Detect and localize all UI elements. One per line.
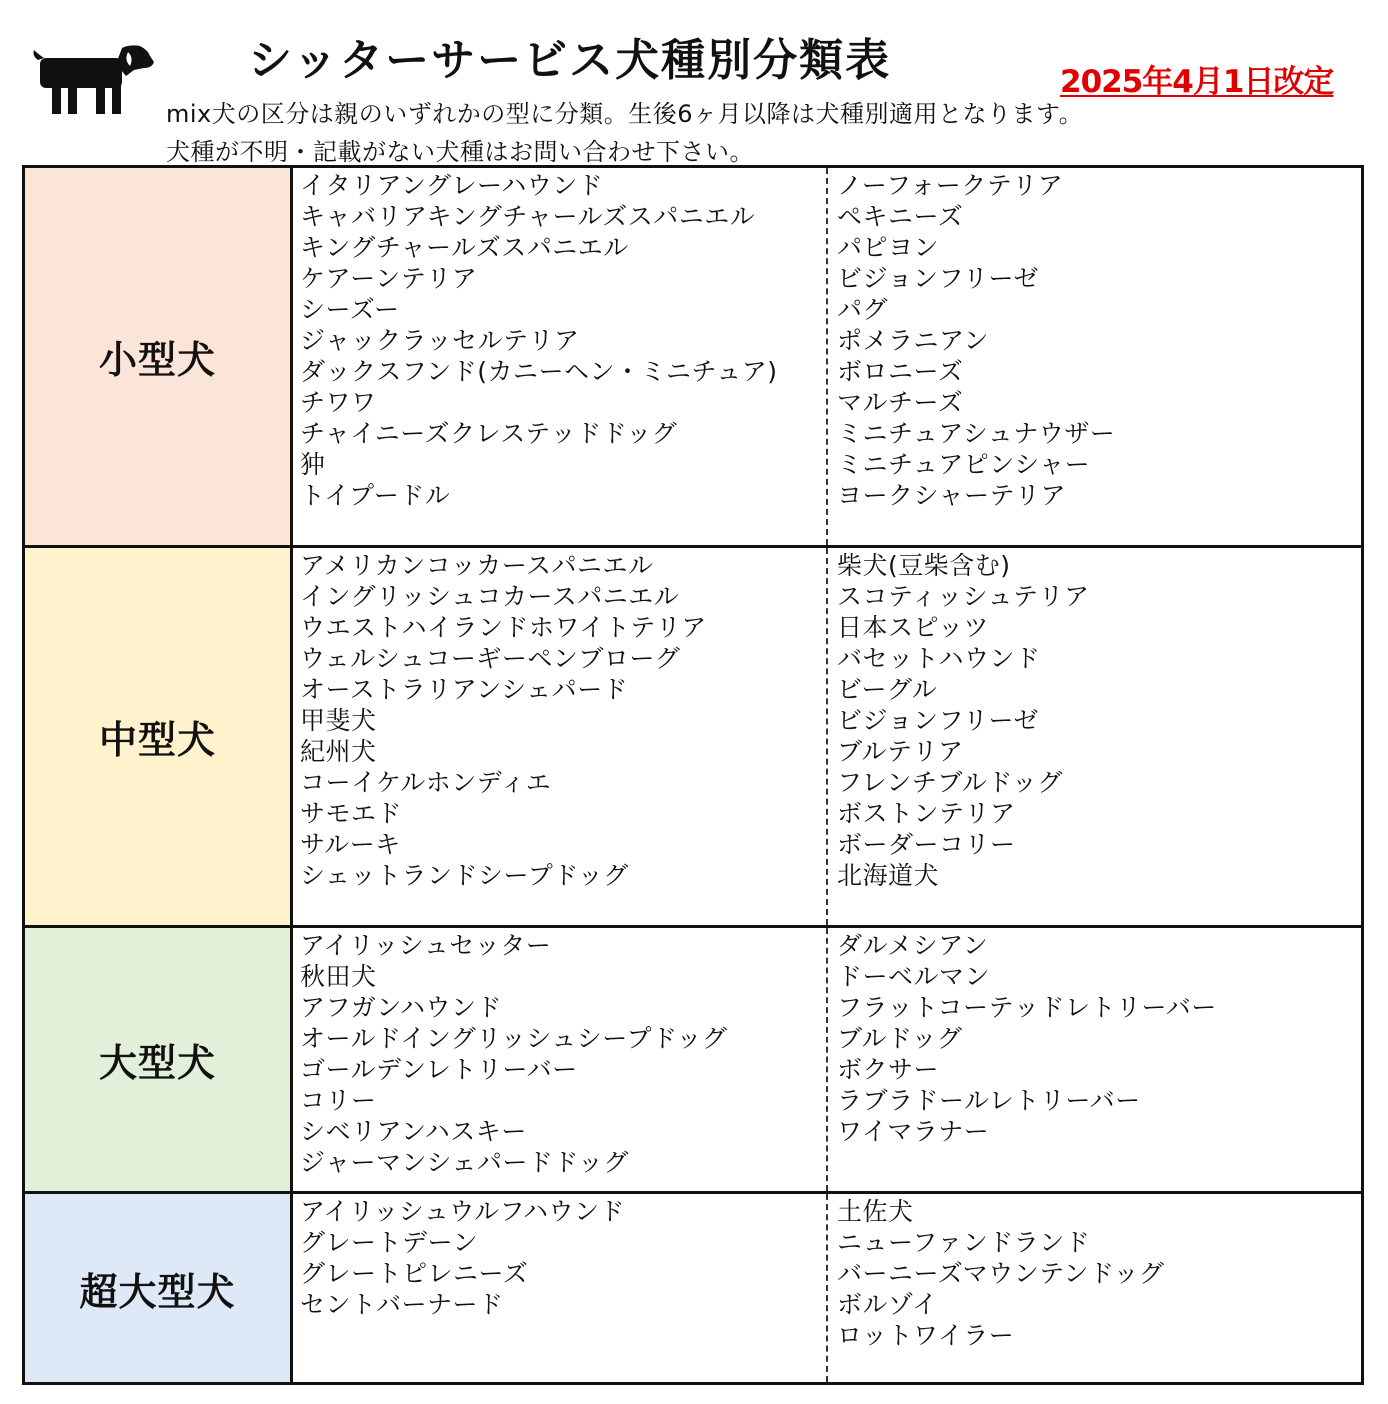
breed-list-right — [828, 928, 1361, 1191]
breed-item: コーイケルホンディエ — [300, 768, 552, 797]
breed-item: ロットワイラー — [837, 1321, 1015, 1350]
breed-item: サモエド — [300, 799, 403, 828]
breed-item: スコティッシュテリア — [837, 582, 1090, 611]
breed-item: ダックスフンド(カニーヘン・ミニチュア) — [300, 357, 778, 386]
breed-list-left — [293, 548, 828, 925]
breed-item: ジャーマンシェパードドッグ — [300, 1148, 629, 1177]
breed-item: 狆 — [300, 450, 326, 479]
breed-item: 土佐犬 — [837, 1197, 914, 1226]
dog-silhouette-icon — [30, 44, 158, 120]
breed-item: ボルゾイ — [837, 1290, 938, 1319]
breed-item: シーズー — [300, 295, 400, 324]
breed-item: フラットコーテッドレトリーバー — [837, 993, 1217, 1022]
breed-item: セントバーナード — [300, 1290, 504, 1319]
breed-item: イングリッシュコカースパニエル — [300, 582, 680, 611]
large-dog-row — [25, 928, 1361, 1194]
breed-item: ヨークシャーテリア — [837, 481, 1067, 510]
breed-item: ゴールデンレトリーバー — [300, 1055, 578, 1084]
breed-list-right — [828, 168, 1361, 545]
breed-item: ドーベルマン — [837, 962, 991, 991]
revision-date: 2025年4月1日改定 — [1060, 64, 1334, 100]
breed-classification-table — [22, 165, 1364, 1385]
breed-list-right — [828, 1194, 1361, 1382]
breed-item: ペキニーズ — [837, 202, 964, 231]
breed-item: パグ — [837, 295, 889, 324]
breed-item: オールドイングリッシュシープドッグ — [300, 1024, 728, 1053]
breed-item: ケアーンテリア — [300, 264, 478, 293]
breed-item: アイリッシュウルフハウンド — [300, 1197, 626, 1226]
breed-item: 甲斐犬 — [300, 706, 377, 735]
breed-item: ジャックラッセルテリア — [300, 326, 580, 355]
breed-item: ラブラドールレトリーバー — [837, 1086, 1141, 1115]
breed-item: ミニチュアピンシャー — [837, 450, 1091, 479]
breed-list-left — [293, 928, 828, 1191]
breed-item: トイプードル — [300, 481, 451, 510]
breed-item: コリー — [300, 1086, 377, 1115]
breed-item: ダルメシアン — [837, 931, 989, 960]
breed-item: 日本スピッツ — [837, 613, 990, 642]
breed-item: ビジョンフリーゼ — [837, 706, 1040, 735]
breed-list-left — [293, 1194, 828, 1382]
breed-item: 柴犬(豆柴含む) — [837, 551, 1011, 580]
breed-item: サルーキ — [300, 830, 401, 859]
breed-item: チャイニーズクレステッドドッグ — [300, 419, 678, 448]
breed-item: シベリアンハスキー — [300, 1117, 527, 1146]
breed-item: グレートデーン — [300, 1228, 479, 1257]
breed-item: 秋田犬 — [300, 962, 377, 991]
breed-item: チワワ — [300, 388, 377, 417]
mix-dog-note: mix犬の区分は親のいずれかの型に分類。生後6ヶ月以降は犬種別適用となります。 — [166, 100, 1084, 128]
breed-item: シェットランドシープドッグ — [300, 861, 629, 890]
extra-large-dog-row — [25, 1194, 1361, 1382]
breed-item: キングチャールズスパニエル — [300, 233, 629, 262]
breed-item: ウエストハイランドホワイトテリア — [300, 613, 707, 642]
category-label-medium: 中型犬 — [25, 548, 293, 925]
breed-item: アイリッシュセッター — [300, 931, 552, 960]
breed-item: バセットハウンド — [837, 644, 1041, 673]
breed-item: ブルドッグ — [837, 1024, 963, 1053]
breed-item: ミニチュアシュナウザー — [837, 419, 1116, 448]
breed-item: ポメラニアン — [837, 326, 990, 355]
breed-item: バーニーズマウンテンドッグ — [837, 1259, 1165, 1288]
breed-item: オーストラリアンシェパード — [300, 675, 629, 704]
breed-item: イタリアングレーハウンド — [300, 171, 604, 200]
breed-item: 北海道犬 — [837, 861, 940, 890]
breed-item: ワイマラナー — [837, 1117, 990, 1146]
breed-list-right — [828, 548, 1361, 925]
breed-item: ボストンテリア — [837, 799, 1016, 828]
breed-item: マルチーズ — [837, 388, 964, 417]
breed-item: キャバリアキングチャールズスパニエル — [300, 202, 756, 231]
breed-list-left — [293, 168, 828, 545]
breed-item: ニューファンドランド — [837, 1228, 1091, 1257]
breed-item: ウェルシュコーギーペンブローグ — [300, 644, 681, 673]
breed-item: 紀州犬 — [300, 737, 377, 766]
breed-item: グレートピレニーズ — [300, 1259, 529, 1288]
category-label-extra-large: 超大型犬 — [25, 1194, 293, 1382]
breed-item: ビジョンフリーゼ — [837, 264, 1040, 293]
unknown-breed-note: 犬種が不明・記載がない犬種はお問い合わせ下さい。 — [166, 138, 754, 166]
breed-item: ボロニーズ — [837, 357, 964, 386]
breed-item: アフガンハウンド — [300, 993, 503, 1022]
medium-dog-row — [25, 548, 1361, 928]
breed-item: アメリカンコッカースパニエル — [300, 551, 654, 580]
breed-item: ノーフォークテリア — [837, 171, 1064, 200]
category-label-small: 小型犬 — [25, 168, 293, 545]
small-dog-row — [25, 168, 1361, 548]
breed-item: ボーダーコリー — [837, 830, 1016, 859]
breed-item: パピヨン — [837, 233, 940, 262]
page-title: シッターサービス犬種別分類表 — [248, 35, 892, 86]
breed-item: ブルテリア — [837, 737, 964, 766]
breed-item: フレンチブルドッグ — [837, 768, 1063, 797]
breed-item: ビーグル — [837, 675, 938, 704]
breed-item: ボクサー — [837, 1055, 940, 1084]
category-label-large: 大型犬 — [25, 928, 293, 1191]
